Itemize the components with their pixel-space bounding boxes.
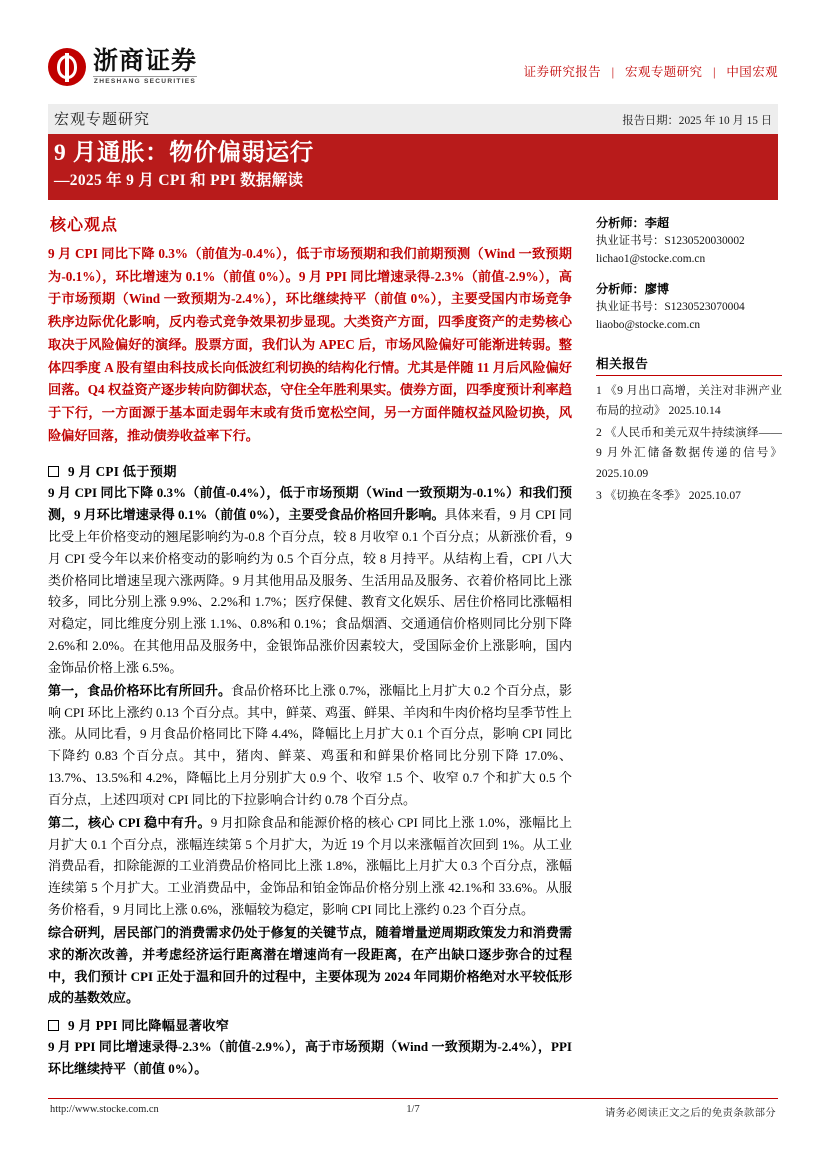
paragraph — [48, 922, 572, 1009]
paragraph-lead: 9 月 CPI 同比下降 0.3%（前值-0.4%），低于市场预期（Wind 一致预期为-0.1%）和我们预测，9 月环比增速录得 0.1%（前值 0%），主要受食品价格回升影响。 — [48, 485, 572, 523]
title-banner — [48, 134, 778, 200]
page-subtitle: —2025 年 9 月 CPI 和 PPI 数据解读 — [54, 171, 304, 189]
footer-url[interactable]: http://www.stocke.com.cn — [50, 1104, 159, 1115]
paragraph — [48, 482, 572, 678]
related-reports-title: 相关报告 — [596, 356, 649, 371]
analyst-name — [596, 280, 782, 299]
paragraph-lead: 综合研判，居民部门的消费需求仍处于修复的关键节点，随着增量逆周期政策发力和消费需求的渐次改善，并考虑经济运行距离潜在增速尚有一段距离，在产出缺口逐步弥合的过程中，我们预计 CPI 正处于温和回升的过程中，主要体现为 2024 年同期价格绝对水平较低形成的基数效应。 — [48, 924, 572, 1006]
footer-disclaimer: 请务必阅读正文之后的免责条款部分 — [604, 1108, 776, 1119]
paragraph — [48, 1036, 572, 1080]
breadcrumb-separator: | — [712, 65, 716, 79]
section-heading — [48, 1015, 572, 1034]
breadcrumb-item-macro-topic: 宏观专题研究 — [625, 65, 703, 79]
paragraph-rest: 9 月扣除食品和能源价格的核心 CPI 同比上涨 1.0%，涨幅比上月扩大 0.1 个百分点，涨幅连续第 5 个月扩大，为近 19 个月以来涨幅首次回到 1%。从工业消费品看，扣除能源的工业消费品价格同比上涨 1.8%，涨幅比上月扩大 0.3 个百分点，涨幅连续第 5 个月扩大。工业消费品中，金饰品和铂金饰品价格分别上涨 42.1%和 33.6%。从服务价格看，9 月同比上涨 0.6%，涨幅较为稳定，影响 CPI 同比上涨约 0.23 个百分点。 — [48, 814, 573, 918]
analyst-certificate — [596, 299, 782, 317]
main-column — [48, 212, 572, 1086]
company-logo — [48, 48, 197, 86]
related-report-item[interactable]: 2 《人民币和美元双牛持续演绎——9 月外汇储备数据传递的信号》 2025.10.09 — [596, 425, 782, 480]
paragraph-lead: 第一，食品价格环比有所回升。 — [48, 682, 232, 698]
breadcrumb-item-china-macro: 中国宏观 — [726, 65, 778, 79]
analyst-certificate — [596, 233, 782, 251]
related-reports-divider — [596, 375, 782, 376]
analyst-name-value: 李超 — [644, 216, 670, 230]
section-ppi — [48, 1015, 572, 1080]
series-label: 宏观专题研究 — [54, 112, 151, 128]
logo-chinese-name: 浙商证券 — [93, 47, 198, 76]
paragraph-lead: 9 月 PPI 同比增速录得-2.3%（前值-2.9%），高于市场预期（Wind 一致预期为-2.4%），PPI 环比继续持平（前值 0%）。 — [48, 1039, 572, 1077]
analyst-cert-number: S1230523070004 — [664, 301, 745, 314]
section-heading-label: 9 月 PPI 同比降幅显著收窄 — [68, 1018, 230, 1034]
series-strip — [48, 104, 778, 134]
logo-text — [93, 48, 197, 86]
breadcrumb-item-research-report: 证券研究报告 — [523, 65, 602, 79]
analyst-block — [596, 280, 782, 334]
analyst-cert-label: 执业证书号： — [596, 301, 665, 314]
zheshang-logo-icon — [48, 48, 86, 86]
paragraph-rest: 食品价格环比上涨 0.7%，涨幅比上月扩大 0.2 个百分点，影响 CPI 环比上涨约 0.13 个百分点。其中，鲜菜、鸡蛋、鲜果、羊肉和牛肉价格均呈季节性上涨。从同比看，9 月食品价格同比下降 4.4%，降幅比上月扩大 0.1 个百分点，影响 CPI 同比下降约 0.83 个百分点。其中，猪肉、鲜菜、鸡蛋和和鲜果价格同比分别下降 17.0%、13.7%、13.5%和 4.2%，降幅比上月分别扩大 0.9 个、收窄 1.5 个、收窄 0.7 个和扩大 0.5 个百分点，上述四项对 CPI 同比的下拉影响合计约 0.78 个百分点。 — [48, 682, 572, 807]
page-title: 9 月通胀：物价偏弱运行 — [54, 140, 314, 166]
analyst-email[interactable]: lichao1@stocke.com.cn — [596, 252, 706, 265]
page-footer — [48, 1104, 778, 1122]
footer-divider — [48, 1098, 778, 1099]
analyst-name — [596, 214, 782, 233]
related-report-item[interactable]: 3 《切换在冬季》 2025.10.07 — [596, 488, 741, 502]
breadcrumb-separator: | — [611, 65, 615, 79]
paragraph-rest: 具体来看，9 月 CPI 同比受上年价格变动的翘尾影响约为-0.8 个百分点，较 8 月收窄 0.1 个百分点；从新涨价看，9 月 CPI 受今年以来价格变动的影响约为 0.5 个百分点，较 8 月持平。从结构上看，CPI 八大类价格同比增速呈现六涨两降。9 月其他用品及服务、生活用品及服务、衣着价格同比上涨较多，同比分别上涨 9.9%、2.2%和 1.7%；医疗保健、教育文化娱乐、居住价格同比涨幅相对稳定，同比维度分别上涨 1.1%、0.8%和 0.1%；食品烟酒、交通通信价格则同比分别下降 2.6%和 2.0%。在其他用品及服务中，金银饰品涨价因素较大，受国际金价上涨影响，国内金饰品价格上涨 6.5%。 — [48, 507, 572, 675]
paragraph-lead: 第二，核心 CPI 稳中有升。 — [48, 814, 211, 830]
report-date: 报告日期：2025 年 10 月 15 日 — [622, 115, 772, 127]
breadcrumb — [524, 62, 778, 80]
core-viewpoint-body: 9 月 CPI 同比下降 0.3%（前值为-0.4%），低于市场预期和我们前期预测（Wind 一致预期为-0.1%），环比增速为 0.1%（前值 0%）。9 月 PPI 同比增速录得-2.3%（前值-2.9%），高于市场预期（Wind 一致预期为-2.4%），环比继续持平（前值 0%），主要受国内市场竞争秩序边际优化影响，反内卷式竞争效果初步显现。大类资产方面，四季度资产的走势核心取决于风险偏好的演绎。股票方面，我们认为 APEC 后，市场风险偏好可能渐进转弱。整体四季度 A 股有望由科技成长向低波红利切换的结构化行情。尤其是伴随 11 月后风险偏好回落。Q4 权益资产逐步转向防御状态，守住全年胜利果实。债券方面，四季度预计利率趋于下行，一方面源于基本面走弱年末或有货币宽松空间，另一方面伴随权益风险切换，风险偏好回落，推动债券收益率下行。 — [48, 246, 572, 443]
core-viewpoint-title: 核心观点 — [50, 217, 119, 234]
related-report-item[interactable]: 1 《9 月出口高增，关注对非洲产业布局的拉动》 2025.10.14 — [596, 383, 782, 418]
paragraph — [48, 680, 572, 811]
analyst-cert-label: 执业证书号： — [596, 234, 665, 247]
section-heading-label: 9 月 CPI 低于预期 — [68, 464, 177, 480]
sidebar — [596, 214, 782, 507]
analyst-role-label: 分析师： — [596, 216, 645, 230]
section-cpi — [48, 461, 572, 1009]
square-bullet-icon — [48, 1020, 59, 1031]
analyst-role-label: 分析师： — [596, 282, 645, 297]
analyst-cert-number: S1230520030002 — [664, 234, 745, 247]
analyst-block — [596, 214, 782, 268]
logo-english-name: ZHESHANG SECURITIES — [93, 78, 197, 86]
paragraph — [48, 812, 572, 921]
analyst-name-value: 廖博 — [644, 282, 670, 297]
analyst-email[interactable]: liaobo@stocke.com.cn — [596, 318, 701, 331]
square-bullet-icon — [48, 466, 59, 477]
section-heading — [48, 461, 572, 480]
page-number: 1/7 — [406, 1104, 420, 1115]
masthead — [48, 48, 778, 100]
